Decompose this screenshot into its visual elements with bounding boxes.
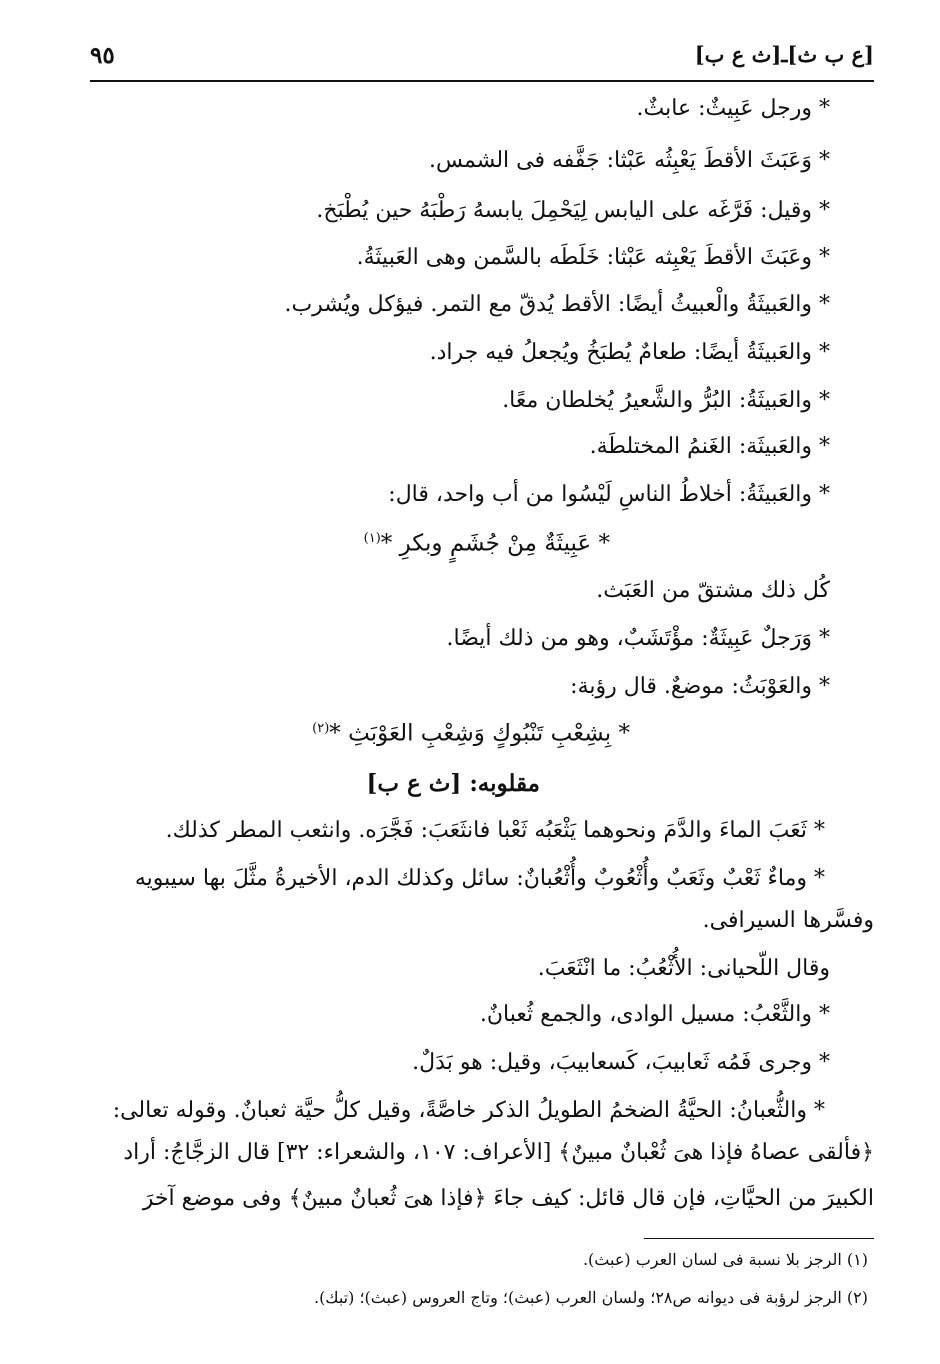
text-line: وقال اللّحيانى: الأُثْعُبُ: ما انْثَعَبَ. xyxy=(537,956,830,981)
running-head: [ع ب ث]ـ[ث ع ب] xyxy=(694,42,874,67)
section-heading: مقلوبه: [ث ع ب] xyxy=(366,770,540,797)
footnote: (١) الرجز بلا نسبة فى لسان العرب (عبث). xyxy=(582,1250,868,1269)
text-line: * ورجل عَبِيثٌ: عابثٌ. xyxy=(636,96,830,121)
text-line: ﴿فألقى عصاهُ فإذا هىَ ثُعْبانٌ مبينٌ﴾ [الأعراف: ١٠٧، والشعراء: ٣٢] قال الزجَّاجُ: أراد xyxy=(123,1140,874,1165)
text-line: * وعَبَثَ الأقطَ يَعْبِثه عَبْثا: خَلَطَه بالسَّمن وهى العَبيثَةُ. xyxy=(356,245,830,270)
verse-text: * عَبِيثَةٌ مِنْ جُشَمٍ وبكرِ * xyxy=(380,530,610,557)
header-rule xyxy=(90,80,874,82)
text-line: * وقيل: فَرَّغَه على اليابس لِيَحْمِلَ يابسهُ رَطْبَهُ حين يُطْبَخ. xyxy=(316,198,830,223)
text-line: * والثُّعبانُ: الحيَّةُ الضخمُ الطويلُ الذكر خاصَّةً، وقيل كلُّ حيَّة ثعبانٌ. وقوله تعالى: xyxy=(112,1098,825,1123)
text-line: * والعَبيثَة: الغَنمُ المختلطَة. xyxy=(589,434,830,459)
text-line: * والعَوْبَثُ: موضعٌ. قال رؤبة: xyxy=(570,674,830,699)
text-line: * وماءٌ ثَعْبٌ وثَعَبٌ وأُثْعُوبٌ وأُثْعُبانٌ: سائل وكذلك الدم، الأخيرةُ مثَّلَ بها سيبويه xyxy=(134,866,825,891)
footnote-ref: (٢) xyxy=(312,721,330,736)
text-line: * والعَبيثَةُ والْعبيثُ أيضًا: الأقط يُدقّ مع التمر. فيؤكل ويُشرب. xyxy=(284,292,830,317)
footnote-ref: (١) xyxy=(363,531,381,546)
text-line: * ثَعَبَ الماءَ والدَّمَ ونحوهما يَثْعَبُه ثَعْبا فانثَعَبَ: فَجَّرَه. وانثعب المطر كذلك. xyxy=(165,818,825,843)
text-line: * وجرى فَمُه ثَعابيبَ، كَسعابيبَ، وقيل: هو بَدَلٌ. xyxy=(412,1050,830,1075)
text-line: كُل ذلك مشتقّ من العَبَث. xyxy=(596,578,830,603)
text-line: * والعَبيثَةُ: أخلاطُ الناسِ لَيْسُوا من أب واحد، قال: xyxy=(388,482,830,507)
text-line: * والعَبيثَةُ أيضًا: طعامٌ يُطبَخُ ويُجعلُ فيه جراد. xyxy=(429,340,830,365)
verse-line xyxy=(364,532,610,556)
text-line: * وَعَبَثَ الأقطَ يَعْبِثُه عَبْثا: جَفَّفه فى الشمس. xyxy=(428,148,830,173)
text-line: * وَرَجلٌ عَبِيثَةٌ: مؤْتَشَبٌ، وهو من ذلك أيضًا. xyxy=(446,626,830,651)
page-number: ٩٥ xyxy=(90,42,115,69)
text-line: وفسَّرها السيرافى. xyxy=(702,908,874,933)
text-line: * والثَّعْبُ: مسيل الوادى، والجمع ثُعبانٌ. xyxy=(479,1002,830,1027)
text-line: * والعَبيثَةُ: البُرُّ والشَّعيرُ يُخلطان معًا. xyxy=(502,388,830,413)
verse-text: * بِشِعْبِ تَنْبُوكٍ وَشِعْبِ العَوْبَثِ * xyxy=(329,720,630,747)
page-header xyxy=(90,36,874,76)
text-line: الكبيرَ من الحيَّاتِ، فإن قال قائل: كيف جاءَ ﴿فإذا هىَ ثُعبانٌ مبينٌ﴾ وفى موضع آخرَ xyxy=(142,1186,874,1211)
verse-line xyxy=(312,722,630,746)
footnote-rule xyxy=(644,1238,874,1239)
footnote: (٢) الرجز لرؤبة فى ديوانه ص٢٨؛ ولسان العرب (عبث)؛ وتاج العروس (عبث)؛ (تبك). xyxy=(314,1288,868,1307)
